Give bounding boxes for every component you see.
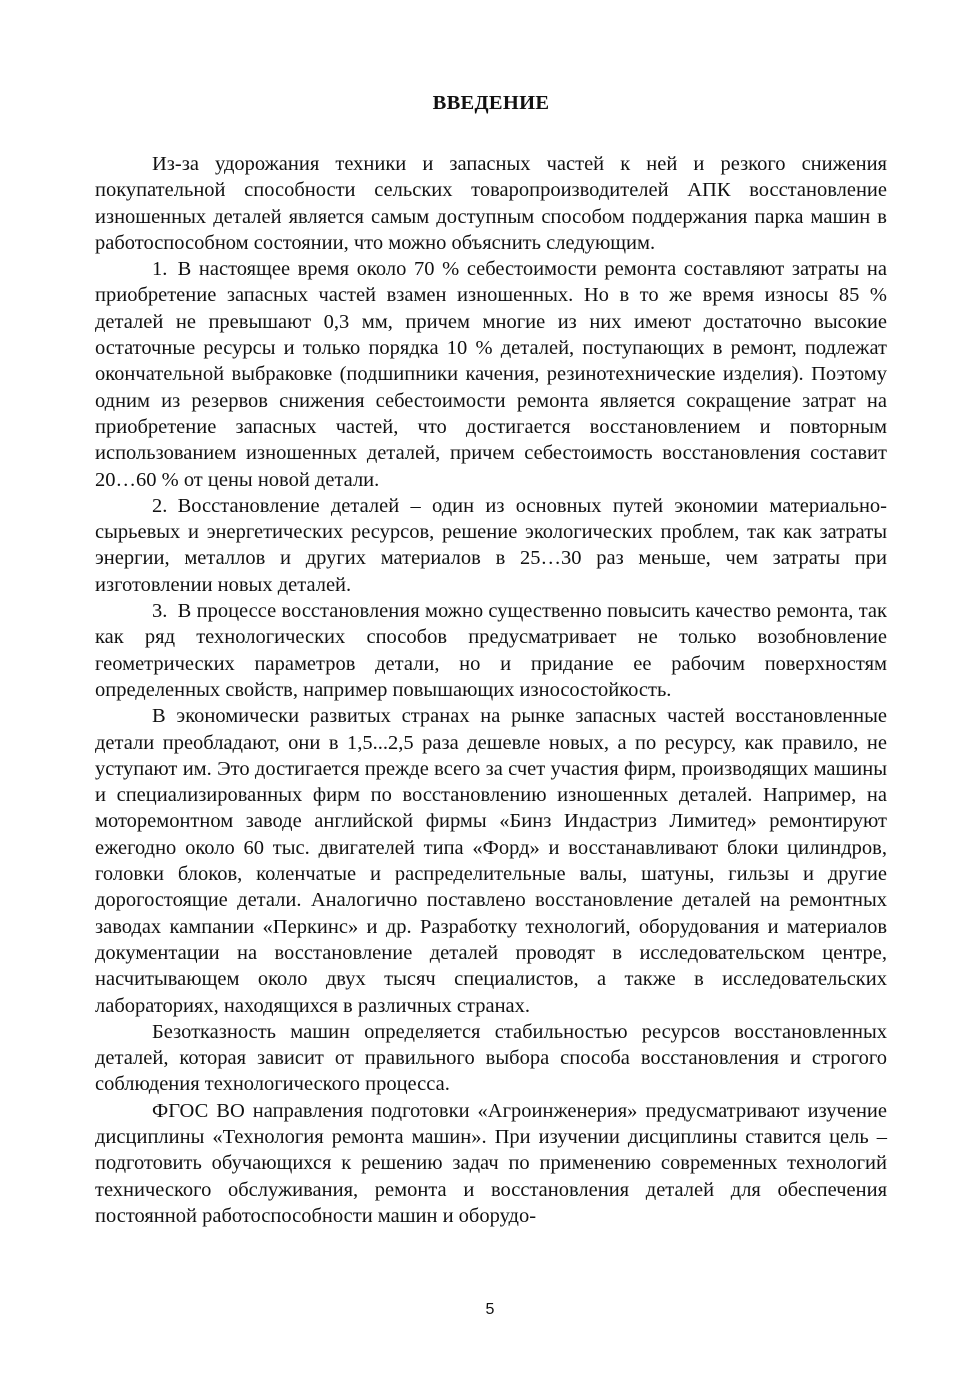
- document-title: ВВЕДЕНИЕ: [432, 92, 550, 114]
- paragraph-item-1: 1. В настоящее время около 70 % себестоимости ремонта составляют затраты на приобретение запасных частей взамен изношенных. Но в то же время износы 85 % деталей не превышают 0,3 мм, причем многие из них имеют достаточно высокие остаточные ресурсы и только порядка 10 % деталей, поступающих в ремонт, подлежат окончательной выбраковке (подшипники качения, резинотехнические изделия). Поэтому одним из резервов снижения себестоимости ремонта является сокращение затрат на приобретение запасных частей, что достигается восстановлением и повторным использованием изношенных деталей, причем себестоимость восстановления составит 20…60 % от цены новой детали.: [95, 258, 887, 491]
- paragraph-item-3: 3. В процессе восстановления можно существенно повысить качество ремонта, так как ряд технологических способов предусматривает не только возобновление геометрических параметров детали, но и придание ее рабочим поверхностям определенных свойств, например повышающих износостойкость.: [95, 600, 887, 701]
- paragraph-foreign-practice: В экономически развитых странах на рынке запасных частей восстановленные детали преобладают, они в 1,5...2,5 раза дешевле новых, а по ресурсу, как правило, не уступают им. Это достигается прежде всего за счет участия фирм, производящих машины и специализированных фирм по восстановлению изношенных деталей. Например, на моторемонтном заводе английской фирмы «Бинз Индастриз Лимитед» ремонтируют ежегодно около 60 тыс. двигателей типа «Форд» и восстанавливают блоки цилиндров, головки блоков, коленчатые и распределительные валы, шатуны, гильзы и другие дорогостоящие детали. Аналогично поставлено восстановление деталей на ремонтных заводах кампании «Перкинс» и др. Разработку технологий, оборудования и материалов документации на восстановление деталей проводят в исследовательском центре, насчитывающем около двух тысяч специалистов, а также в исследовательских лабораториях, находящихся в различных странах.: [95, 705, 887, 1017]
- paragraph-item-2: 2. Восстановление деталей – один из основных путей экономии материально-сырьевых и энергетических ресурсов, решение экологических проблем, так как затраты энергии, металлов и других материалов в 25…30 раз меньше, чем затраты при изготовлении новых деталей.: [95, 494, 887, 596]
- document-page: [95, 92, 887, 1229]
- paragraph-fgos: ФГОС ВО направления подготовки «Агроинженерия» предусматривают изучение дисциплины «Технология ремонта машин». При изучении дисциплины ставится цель – подготовить обучающихся к решению задач по применению современных технологий технического обслуживания, ремонта и восстановления деталей для обеспечения постоянной работоспособности машин и оборудо-: [95, 1099, 887, 1227]
- paragraph-intro: Из-за удорожания техники и запасных частей к ней и резкого снижения покупательной способности сельских товаропроизводителей АПК восстановление изношенных деталей является самым доступным способом поддержания парка машин в работоспособном состоянии, что можно объяснить следующим.: [95, 153, 887, 254]
- paragraph-reliability: Безотказность машин определяется стабильностью ресурсов восстановленных деталей, которая зависит от правильного выбора способа восстановления и строгого соблюдения технологического процесса.: [95, 1020, 887, 1096]
- page-number: 5: [485, 1301, 495, 1318]
